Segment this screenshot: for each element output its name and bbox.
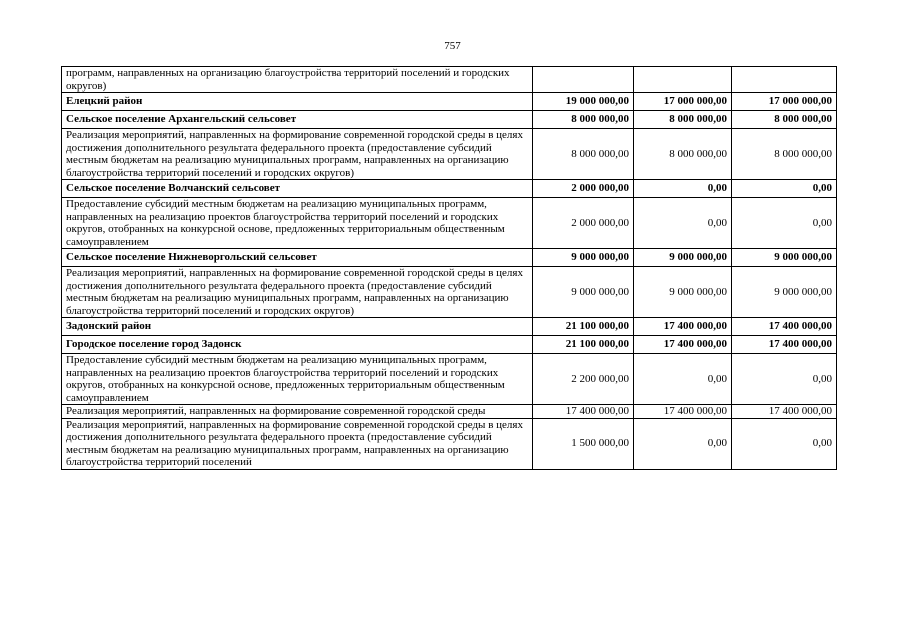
row-description: Реализация мероприятий, направленных на формирование современной городской среды — [62, 405, 533, 419]
table-row — [62, 354, 837, 405]
table-row — [62, 129, 837, 180]
row-amount-3: 17 400 000,00 — [732, 318, 837, 336]
row-amount-1: 2 000 000,00 — [533, 198, 634, 249]
table-row — [62, 418, 837, 469]
row-amount-3: 0,00 — [732, 180, 837, 198]
row-amount-1: 8 000 000,00 — [533, 129, 634, 180]
row-amount-3: 8 000 000,00 — [732, 111, 837, 129]
row-description: Сельское поселение Нижневоргольский сельсовет — [62, 249, 533, 267]
row-amount-3: 8 000 000,00 — [732, 129, 837, 180]
row-description: Сельское поселение Волчанский сельсовет — [62, 180, 533, 198]
row-amount-3: 0,00 — [732, 418, 837, 469]
row-amount-2: 9 000 000,00 — [634, 249, 732, 267]
table-row — [62, 267, 837, 318]
row-description: Задонский район — [62, 318, 533, 336]
row-amount-3: 9 000 000,00 — [732, 267, 837, 318]
table-subtotal-row — [62, 336, 837, 354]
row-amount-2: 0,00 — [634, 198, 732, 249]
row-description: Реализация мероприятий, направленных на формирование современной городской среды в целях достижения дополнительного результата федерального проекта (предоставление субсидий местным бюджетам на реализацию муниципальных программ, направленных на организацию благоустройства территорий поселений и городских округов) — [62, 267, 533, 318]
row-amount-2: 8 000 000,00 — [634, 129, 732, 180]
row-amount-1: 2 200 000,00 — [533, 354, 634, 405]
row-amount-1: 21 100 000,00 — [533, 336, 634, 354]
row-amount-1: 19 000 000,00 — [533, 93, 634, 111]
row-amount-3: 9 000 000,00 — [732, 249, 837, 267]
row-description: Реализация мероприятий, направленных на формирование современной городской среды в целях достижения дополнительного результата федерального проекта (предоставление субсидий местным бюджетам на реализацию муниципальных программ, направленных на организацию благоустройства территорий поселений — [62, 418, 533, 469]
row-amount-1: 2 000 000,00 — [533, 180, 634, 198]
table-subtotal-row — [62, 111, 837, 129]
table-row — [62, 198, 837, 249]
table-subtotal-row — [62, 180, 837, 198]
row-amount-3: 17 400 000,00 — [732, 336, 837, 354]
table-subtotal-row — [62, 93, 837, 111]
row-amount-1: 8 000 000,00 — [533, 111, 634, 129]
row-amount-1: 21 100 000,00 — [533, 318, 634, 336]
row-amount-2: 17 400 000,00 — [634, 405, 732, 419]
table-row — [62, 67, 837, 93]
row-amount-1: 1 500 000,00 — [533, 418, 634, 469]
row-description: программ, направленных на организацию благоустройства территорий поселений и городских округов) — [62, 67, 533, 93]
row-amount-2: 9 000 000,00 — [634, 267, 732, 318]
row-amount-1: 17 400 000,00 — [533, 405, 634, 419]
row-amount-2: 17 400 000,00 — [634, 318, 732, 336]
row-amount-2: 0,00 — [634, 418, 732, 469]
row-description: Предоставление субсидий местным бюджетам на реализацию муниципальных программ, направленных на реализацию проектов благоустройства территорий поселений и городских округов, отобранных на конкурсной основе, предложенных территориальным общественным самоуправлением — [62, 198, 533, 249]
row-amount-2: 8 000 000,00 — [634, 111, 732, 129]
row-description: Сельское поселение Архангельский сельсовет — [62, 111, 533, 129]
row-amount-2: 17 000 000,00 — [634, 93, 732, 111]
row-amount-2: 17 400 000,00 — [634, 336, 732, 354]
row-description: Елецкий район — [62, 93, 533, 111]
row-amount-1: 9 000 000,00 — [533, 249, 634, 267]
row-amount-1: 9 000 000,00 — [533, 267, 634, 318]
row-amount-3: 0,00 — [732, 198, 837, 249]
row-description: Городское поселение город Задонск — [62, 336, 533, 354]
table-body — [62, 67, 837, 470]
row-amount-3: 17 000 000,00 — [732, 93, 837, 111]
budget-table — [61, 66, 837, 470]
row-description: Предоставление субсидий местным бюджетам на реализацию муниципальных программ, направленных на реализацию проектов благоустройства территорий поселений и городских округов, отобранных на конкурсной основе, предложенных территориальным общественным самоуправлением — [62, 354, 533, 405]
row-amount-1 — [533, 67, 634, 93]
table-row — [62, 405, 837, 419]
page-number: 757 — [444, 40, 461, 52]
table-subtotal-row — [62, 249, 837, 267]
row-amount-3: 0,00 — [732, 354, 837, 405]
row-description: Реализация мероприятий, направленных на формирование современной городской среды в целях достижения дополнительного результата федерального проекта (предоставление субсидий местным бюджетам на реализацию муниципальных программ, направленных на организацию благоустройства территорий поселений и городских округов) — [62, 129, 533, 180]
row-amount-2: 0,00 — [634, 180, 732, 198]
row-amount-3: 17 400 000,00 — [732, 405, 837, 419]
table-subtotal-row — [62, 318, 837, 336]
row-amount-3 — [732, 67, 837, 93]
row-amount-2 — [634, 67, 732, 93]
row-amount-2: 0,00 — [634, 354, 732, 405]
